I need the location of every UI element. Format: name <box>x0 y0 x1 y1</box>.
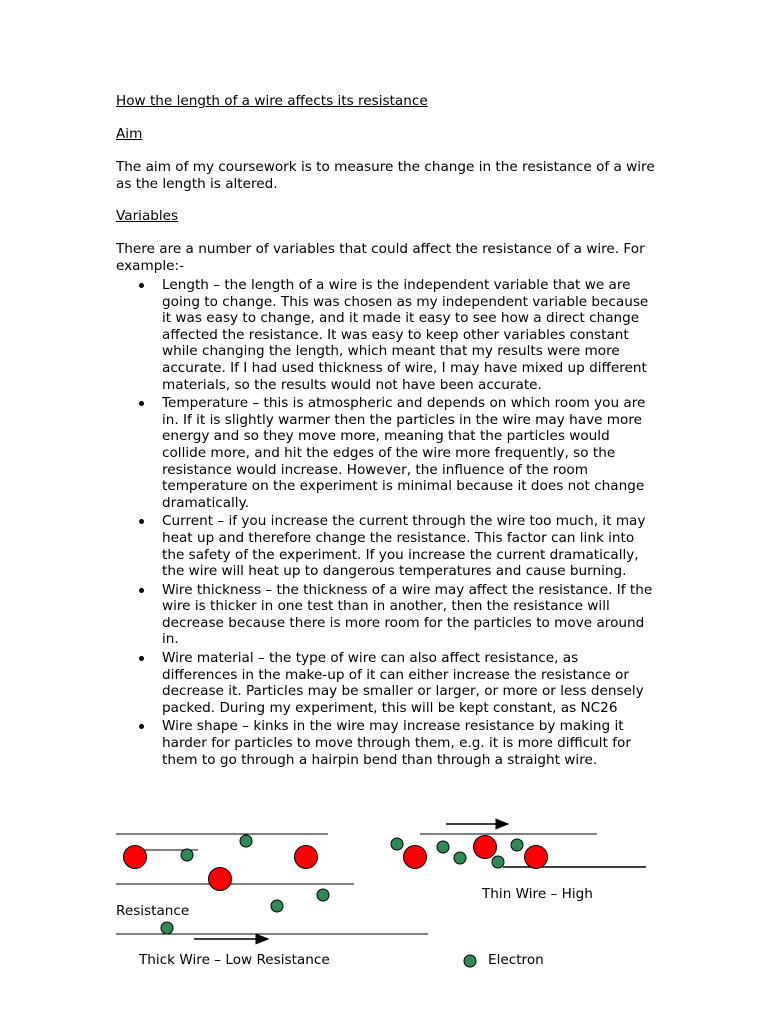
electron <box>492 856 504 868</box>
legend-electron-icon <box>464 955 476 967</box>
wire-diagram <box>0 810 768 990</box>
resistance-caption: Resistance <box>116 903 190 919</box>
electron <box>391 838 403 850</box>
electron <box>181 849 193 861</box>
ion <box>295 846 318 869</box>
variables-intro: There are a number of variables that could affect the resistance of a wire. For example:- <box>116 241 645 274</box>
electron <box>271 900 283 912</box>
variable-wire-material: Wire material – the type of wire can also affect resistance, as differences in the make-up of it can either increase the resistance or decrease it. Particles may be smaller or larger, or more or less densely packed. During my experiment, this will be kept constant, as NC26 <box>116 650 656 716</box>
electron <box>437 841 449 853</box>
thick-wire-caption: Thick Wire – Low Resistance <box>139 952 330 968</box>
ion <box>209 868 232 891</box>
ion <box>404 846 427 869</box>
variable-wire-thickness: Wire thickness – the thickness of a wire may affect the resistance. If the wire is thicker in one test than in another, then the resistance will decrease because there is more room for the particles to move around in. <box>116 582 656 648</box>
variable-wire-shape: Wire shape – kinks in the wire may increase resistance by making it harder for particles to move through them, e.g. it is more difficult for them to go through a hairpin bend than through a straight wire. <box>116 718 656 768</box>
ion <box>474 836 497 859</box>
legend-electron-label: Electron <box>488 952 544 968</box>
electron <box>240 835 252 847</box>
electron <box>454 852 466 864</box>
variable-length: Length – the length of a wire is the independent variable that we are going to change. This was chosen as my independent variable because it was easy to change, and it made it easy to see how a direct change affected the resistance. It was easy to keep other variables constant while changing the length, which meant that my results were more accurate. If I had used thickness of wire, I may have mixed up different materials, so the results would not have been accurate. <box>116 277 656 393</box>
page-title: How the length of a wire affects its resistance <box>116 93 428 109</box>
ion <box>124 846 147 869</box>
electron <box>317 889 329 901</box>
aim-heading: Aim <box>116 126 143 142</box>
variable-temperature: Temperature – this is atmospheric and depends on which room you are in. If it is slightly warmer then the particles in the wire may have more energy and so they move more, meaning that the particles would collide more, and hit the edges of the wire more frequently, so the resistance would increase. However, the influence of the room temperature on the experiment is minimal because it does not change dramatically. <box>116 395 656 511</box>
variable-current: Current – if you increase the current through the wire too much, it may heat up and therefore change the resistance. This factor can link into the safety of the experiment. If you increase the current dramatically, the wire will heat up to dangerous temperatures and cause burning. <box>116 513 656 579</box>
electron <box>161 922 173 934</box>
variables-heading: Variables <box>116 208 179 224</box>
thin-wire-caption: Thin Wire – High <box>482 886 593 902</box>
ion <box>525 846 548 869</box>
electron <box>511 839 523 851</box>
variables-list <box>116 277 656 770</box>
aim-text: The aim of my coursework is to measure the change in the resistance of a wire as the length is altered. <box>116 159 655 192</box>
